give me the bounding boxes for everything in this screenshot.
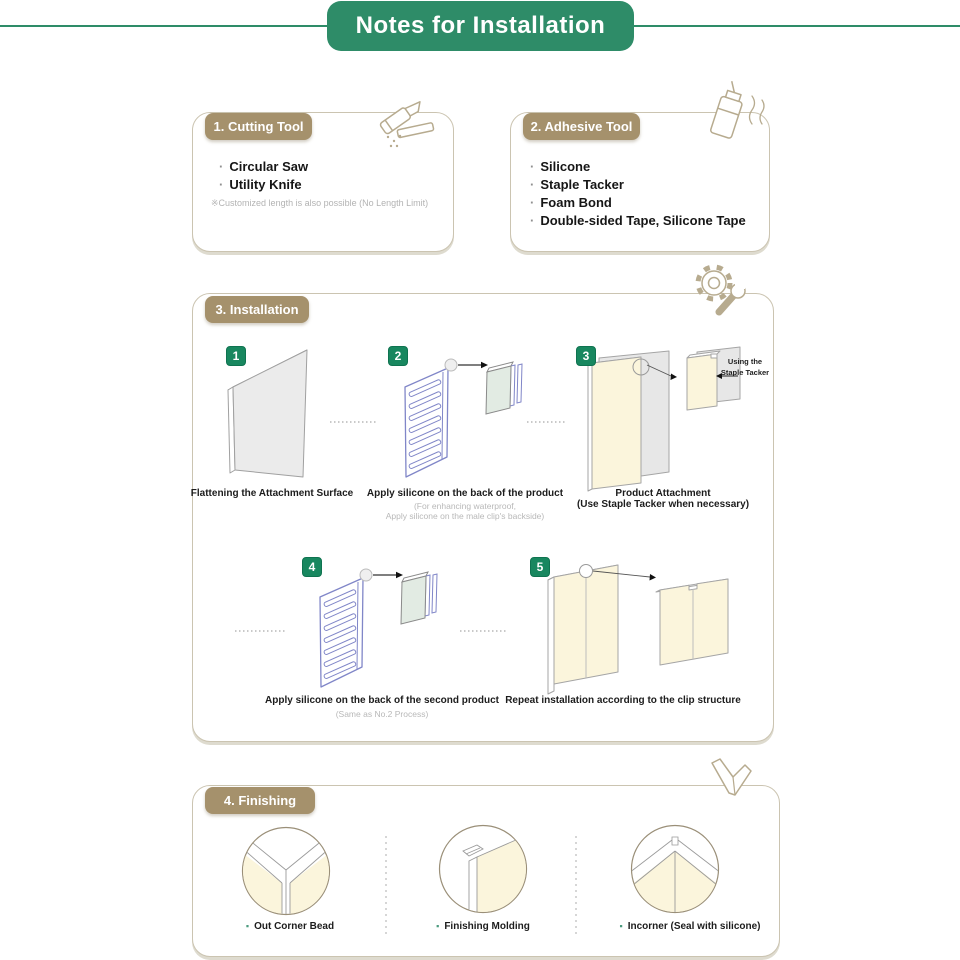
finishing-item-label: Out Corner Bead — [254, 921, 335, 932]
step-badge-1: 1 — [226, 346, 246, 366]
out-corner-bead-illustration — [240, 825, 332, 917]
finishing-item-2 — [436, 921, 530, 932]
bullet-icon: · — [219, 159, 224, 174]
step4-subcaption: (Same as No.2 Process) — [335, 709, 429, 719]
bullet-icon: ▪ — [245, 921, 250, 931]
list-item — [530, 194, 746, 212]
bullet-icon: ▪ — [619, 921, 623, 931]
step1-illustration — [195, 345, 355, 495]
step-badge-5: 5 — [530, 557, 550, 577]
list-item — [219, 176, 428, 194]
adhesive-tool-label: 2. Adhesive Tool — [523, 113, 640, 140]
bullet-icon: · — [530, 195, 535, 210]
corner-molding-icon — [700, 753, 758, 811]
step1-caption: Flattening the Attachment Surface — [190, 488, 354, 499]
step3-caption-2: (Use Staple Tacker when necessary) — [576, 499, 750, 510]
staple-tacker-annotation-line2: Staple Tacker — [720, 368, 770, 377]
step-separator — [460, 630, 508, 632]
adhesive-tool-list — [530, 158, 746, 230]
step-separator — [235, 630, 287, 632]
page-title: Notes for Installation — [327, 1, 634, 51]
finishing-item-label: Incorner (Seal with silicone) — [627, 921, 761, 932]
bullet-icon: · — [219, 177, 224, 192]
incorner-illustration — [629, 823, 721, 915]
step3-caption: Product Attachment — [615, 488, 711, 499]
step2-caption: Apply silicone on the back of the product — [366, 488, 564, 499]
step5-illustration — [540, 558, 760, 703]
list-item-label: Foam Bond — [540, 195, 612, 210]
list-item-label: Utility Knife — [229, 177, 302, 192]
utility-knife-icon — [366, 88, 442, 152]
bullet-icon: · — [530, 159, 535, 174]
list-item — [530, 158, 746, 176]
list-item-label: Double-sided Tape, Silicone Tape — [540, 213, 746, 228]
finishing-item-3 — [619, 921, 760, 932]
finishing-separator — [385, 836, 387, 936]
cutting-tool-label: 1. Cutting Tool — [205, 113, 312, 140]
step5-caption: Repeat installation according to the clip structure — [505, 695, 741, 706]
step-badge-2: 2 — [388, 346, 408, 366]
step-badge-4: 4 — [302, 557, 322, 577]
installation-label: 3. Installation — [205, 296, 309, 323]
step-separator — [330, 421, 378, 423]
list-item — [219, 158, 428, 176]
finishing-item-1 — [246, 921, 334, 932]
staple-tacker-annotation-line1: Using the — [727, 357, 763, 366]
list-item — [530, 176, 746, 194]
list-item-label: Staple Tacker — [540, 177, 624, 192]
list-item-label: Silicone — [540, 159, 591, 174]
bullet-icon: · — [530, 177, 535, 192]
finishing-molding-illustration — [437, 823, 529, 915]
step-separator — [527, 421, 567, 423]
list-item — [530, 212, 746, 230]
finishing-item-label: Finishing Molding — [444, 921, 530, 932]
step2-subcaption-1: (For enhancing waterproof, — [413, 501, 517, 511]
list-item-label: Circular Saw — [229, 159, 309, 174]
caulk-tube-icon — [694, 82, 770, 150]
step2-subcaption-2: Apply silicone on the male clip's backside) — [385, 511, 545, 521]
gear-wrench-icon — [688, 260, 752, 324]
step-badge-3: 3 — [576, 346, 596, 366]
bullet-icon: ▪ — [436, 921, 440, 931]
cutting-tool-list — [211, 158, 429, 209]
bullet-icon: · — [530, 213, 535, 228]
finishing-label: 4. Finishing — [205, 787, 315, 814]
finishing-separator — [575, 836, 577, 936]
step4-caption: Apply silicone on the back of the second product — [265, 695, 499, 706]
length-note: ※Customized length is also possible (No Length Limit) — [211, 198, 429, 208]
